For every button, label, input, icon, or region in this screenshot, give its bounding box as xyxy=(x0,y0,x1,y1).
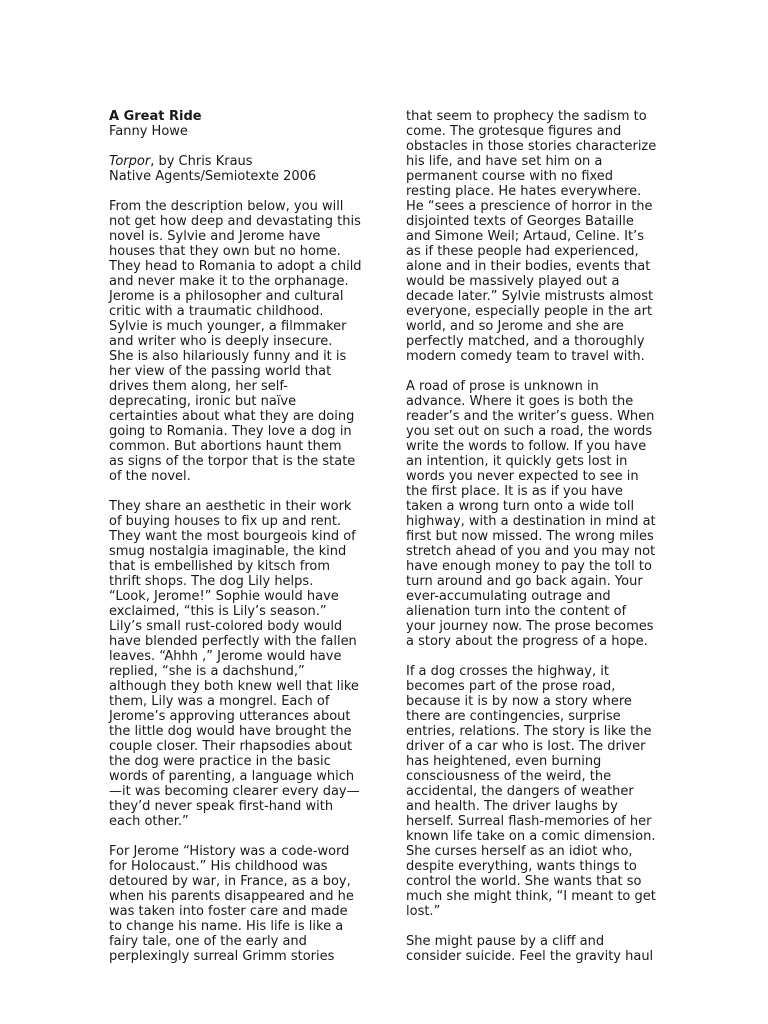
text-line: have enough money to pay the toll to xyxy=(406,559,652,574)
text-line: fairy tale, one of the early and xyxy=(109,934,307,949)
publisher: Native Agents/Semiotexte 2006 xyxy=(109,169,317,184)
text-line: each other.” xyxy=(109,814,189,829)
text-line: A road of prose is unknown in xyxy=(406,379,599,394)
text-line: the first place. It is as if you have xyxy=(406,484,623,499)
text-line: reader’s and the writer’s guess. When xyxy=(406,409,655,424)
text-line: She might pause by a cliff and xyxy=(406,934,605,949)
text-line: accidental, the dangers of weather xyxy=(406,784,634,799)
text-line: thrift shops. The dog Lily helps. xyxy=(109,574,314,589)
text-line: From the description below, you will xyxy=(109,199,344,214)
text-line: although they both knew well that like xyxy=(109,679,359,694)
text-line: couple closer. Their rhapsodies about xyxy=(109,739,353,754)
text-line: and Simone Weil; Artaud, Celine. It’s xyxy=(406,229,644,244)
text-line: highway, with a destination in mind at xyxy=(406,514,656,529)
text-line: ever-accumulating outrage and xyxy=(406,589,611,604)
text-line: Jerome is a philosopher and cultural xyxy=(109,289,344,304)
text-line: as signs of the torpor that is the state xyxy=(109,454,356,469)
text-line: perfectly matched, and a thoroughly xyxy=(406,334,645,349)
left-paragraphs xyxy=(109,199,371,964)
text-line: has heightened, even burning xyxy=(406,754,602,769)
text-line: driver of a car who is lost. The driver xyxy=(406,739,646,754)
left-column xyxy=(109,109,371,964)
text-line: the little dog would have brought the xyxy=(109,724,352,739)
text-line: world, and so Jerome and she are xyxy=(406,319,624,334)
text-line: permanent course with no fixed xyxy=(406,169,614,184)
text-line: For Jerome “History was a code-word xyxy=(109,844,350,859)
text-line: becomes part of the prose road, xyxy=(406,679,616,694)
text-line: there are contingencies, surprise xyxy=(406,709,621,724)
text-line: houses that they own but no home. xyxy=(109,244,341,259)
text-line: and writer who is deeply insecure. xyxy=(109,334,333,349)
text-line: modern comedy team to travel with. xyxy=(406,349,645,364)
text-line: leaves. “Ahhh ,” Jerome would have xyxy=(109,649,342,664)
text-line: as if these people had experienced, xyxy=(406,244,639,259)
text-line: going to Romania. They love a dog in xyxy=(109,424,352,439)
paragraph xyxy=(109,844,371,964)
book-citation xyxy=(109,154,371,169)
text-line: you set out on such a road, the words xyxy=(406,424,653,439)
text-line: and never make it to the orphanage. xyxy=(109,274,349,289)
text-line: control the world. She wants that so xyxy=(406,874,642,889)
text-line: taken a wrong turn onto a wide toll xyxy=(406,499,635,514)
text-line: She is also hilariously funny and it is xyxy=(109,349,347,364)
text-line: that is embellished by kitsch from xyxy=(109,559,331,574)
text-line: consider suicide. Feel the gravity haul xyxy=(406,949,654,964)
text-line: —it was becoming clearer every day— xyxy=(109,784,360,799)
text-line: detoured by war, in France, as a boy, xyxy=(109,874,351,889)
text-line: disjointed texts of Georges Bataille xyxy=(406,214,634,229)
text-line: They want the most bourgeois kind of xyxy=(109,529,356,544)
text-line: much she might think, “I meant to get xyxy=(406,889,656,904)
text-line: not get how deep and devastating this xyxy=(109,214,361,229)
paragraph xyxy=(406,664,668,919)
text-line: your journey now. The prose becomes xyxy=(406,619,654,634)
text-line: Jerome’s approving utterances about xyxy=(109,709,351,724)
text-line: when his parents disappeared and he xyxy=(109,889,354,904)
text-line: critic with a traumatic childhood. xyxy=(109,304,324,319)
text-line: perplexingly surreal Grimm stories xyxy=(109,949,335,964)
text-line: smug nostalgia imaginable, the kind xyxy=(109,544,347,559)
text-line: replied, “she is a dachshund,” xyxy=(109,664,305,679)
text-line: lost.” xyxy=(406,904,441,919)
book-title: Torpor xyxy=(109,154,151,169)
text-line: “Look, Jerome!” Sophie would have xyxy=(109,589,339,604)
text-line: herself. Surreal flash-memories of her xyxy=(406,814,652,829)
text-line: obstacles in those stories characterize xyxy=(406,139,657,154)
text-line: first but now missed. The wrong miles xyxy=(406,529,654,544)
paragraph xyxy=(406,379,668,649)
text-line: would be massively played out a xyxy=(406,274,620,289)
text-line: they’d never speak first-hand with xyxy=(109,799,334,814)
text-line: turn around and go back again. Your xyxy=(406,574,643,589)
text-line: They head to Romania to adopt a child xyxy=(109,259,362,274)
text-line: Sylvie is much younger, a filmmaker xyxy=(109,319,347,334)
text-line: If a dog crosses the highway, it xyxy=(406,664,609,679)
text-line: She curses herself as an idiot who, xyxy=(406,844,633,859)
text-line: come. The grotesque figures and xyxy=(406,124,622,139)
text-line: advance. Where it goes is both the xyxy=(406,394,634,409)
text-line: known life take on a comic dimension. xyxy=(406,829,656,844)
text-line: was taken into foster care and made xyxy=(109,904,348,919)
text-line: to change his name. His life is like a xyxy=(109,919,344,934)
text-line: despite everything, wants things to xyxy=(406,859,637,874)
text-line: words of parenting, a language which xyxy=(109,769,355,784)
text-line: deprecating, ironic but naïve xyxy=(109,394,297,409)
text-line: Lily’s small rust-colored body would xyxy=(109,619,343,634)
text-line: He “sees a prescience of horror in the xyxy=(406,199,653,214)
text-line: words you never expected to see in xyxy=(406,469,639,484)
text-line: alienation turn into the content of xyxy=(406,604,627,619)
text-line: alone and in their bodies, events that xyxy=(406,259,651,274)
article-title: A Great Ride xyxy=(109,109,202,124)
right-column xyxy=(406,109,668,964)
text-line: because it is by now a story where xyxy=(406,694,632,709)
text-line: drives them along, her self- xyxy=(109,379,288,394)
text-line: a story about the progress of a hope. xyxy=(406,634,648,649)
paragraph xyxy=(109,499,371,829)
text-line: of buying houses to fix up and rent. xyxy=(109,514,342,529)
text-line: the dog were practice in the basic xyxy=(109,754,331,769)
text-line: They share an aesthetic in their work xyxy=(109,499,352,514)
text-line: novel is. Sylvie and Jerome have xyxy=(109,229,321,244)
text-line: entries, relations. The story is like the xyxy=(406,724,652,739)
text-line: consciousness of the weird, the xyxy=(406,769,612,784)
text-line: his life, and have set him on a xyxy=(406,154,603,169)
text-line: for Holocaust.” His childhood was xyxy=(109,859,328,874)
text-line: certainties about what they are doing xyxy=(109,409,355,424)
right-paragraphs xyxy=(406,109,668,964)
paragraph xyxy=(406,109,668,364)
text-line: exclaimed, “this is Lily’s season.” xyxy=(109,604,327,619)
text-line: and health. The driver laughs by xyxy=(406,799,618,814)
paragraph xyxy=(109,199,371,484)
book-author: , by Chris Kraus xyxy=(150,154,253,169)
text-line: resting place. He hates everywhere. xyxy=(406,184,642,199)
text-line: of the novel. xyxy=(109,469,191,484)
text-line: that seem to prophecy the sadism to xyxy=(406,109,647,124)
text-line: everyone, especially people in the art xyxy=(406,304,653,319)
text-line: decade later.” Sylvie mistrusts almost xyxy=(406,289,654,304)
text-line: common. But abortions haunt them xyxy=(109,439,342,454)
text-line: them, Lily was a mongrel. Each of xyxy=(109,694,330,709)
text-line: her view of the passing world that xyxy=(109,364,332,379)
text-line: an intention, it quickly gets lost in xyxy=(406,454,628,469)
article-author: Fanny Howe xyxy=(109,124,188,139)
text-line: write the words to follow. If you have xyxy=(406,439,647,454)
paragraph xyxy=(406,934,668,964)
text-line: stretch ahead of you and you may not xyxy=(406,544,656,559)
text-line: have blended perfectly with the fallen xyxy=(109,634,357,649)
